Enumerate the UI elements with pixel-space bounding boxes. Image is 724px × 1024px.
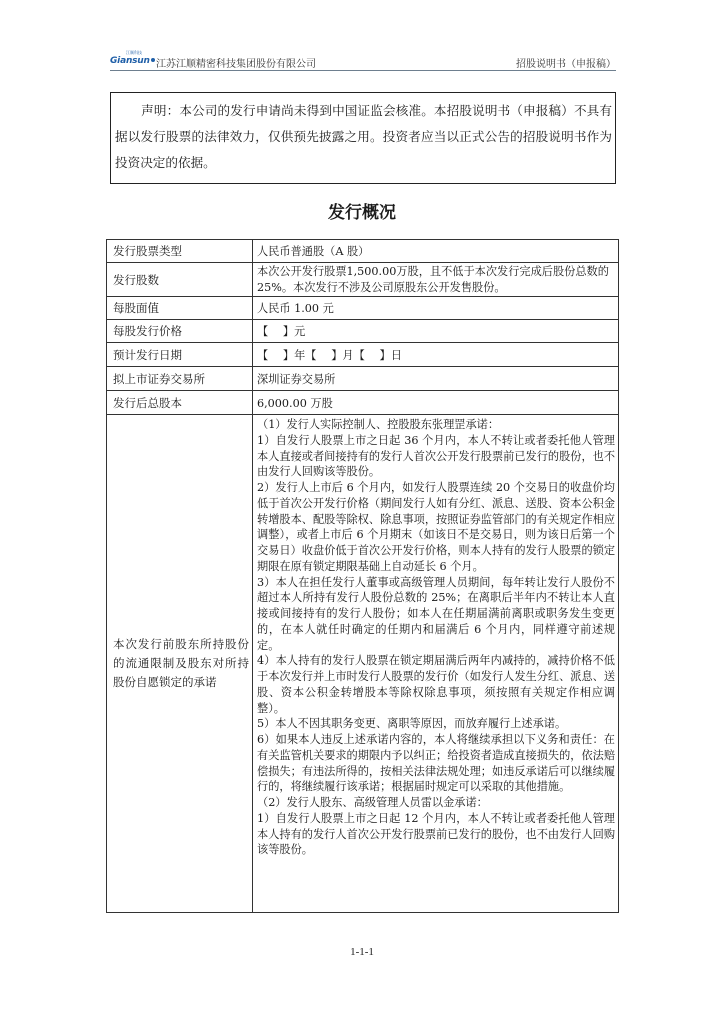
lockup-label: 本次发行前股东所持股份的流通限制及股东对所持股份自愿锁定的承诺	[107, 415, 253, 913]
commitment-paragraph: 2）发行人上市后 6 个月内，如发行人股票连续 20 个交易日的收盘价均低于首次公开发行价格（期间发行人如有分红、派息、送股、资本公积金转增股本、配股等除权、除息事项，按照证券监管部门的有关规定作相应调整），或者上市后 6 个月期末（如该日不是交易日，则为该日后第一个交易日）收盘价低于首次公开发行价格，则本人持有的发行人股票的锁定期限在原有锁定期限基础上自动延长 6 个月。	[257, 481, 616, 573]
row-value: 6,000.00 万股	[253, 391, 619, 415]
document-type: 招股说明书（申报稿）	[516, 59, 616, 70]
row-label: 预计发行日期	[107, 343, 253, 367]
commitment-paragraph: （2）发行人股东、高级管理人员雷以金承诺：	[257, 796, 488, 809]
company-name: 江苏江顺精密科技集团股份有限公司	[156, 59, 316, 70]
logo-text: Giansun	[110, 56, 150, 66]
commitment-paragraph: （1）发行人实际控制人、控股股东张理罡承诺：	[257, 418, 500, 431]
row-value: 人民币普通股（A 股）	[253, 240, 619, 263]
commitment-paragraph: 4）本人持有的发行人股票在锁定期届满后两年内减持的，减持价格不低于本次发行并上市时发行人股票的发行价（如发行人发生分红、派息、送股、资本公积金转增股本等除权除息事项，须按照有关规定作相应调整）。	[257, 654, 616, 715]
commitment-paragraph: 3）本人在担任发行人董事或高级管理人员期间，每年转让发行人股份不超过本人所持有发行人股份总数的 25%；在离职后半年内不转让本人直接或间接持有的发行人股份；如本人在任期届满前离职或职务发生变更的，在本人就任时确定的任期内和届满后 6 个月内，同样遵守前述规定。	[257, 575, 615, 652]
lockup-commitments	[253, 415, 619, 913]
company-logo	[110, 50, 155, 68]
section-title: 发行概况	[328, 203, 396, 223]
commitment-paragraph: 1）自发行人股票上市之日起 12 个月内，本人不转让或者委托他人管理本人持有的发行人首次公开发行股票前已发行的股份，也不由发行人回购该等股份。	[257, 811, 616, 857]
logo-small-text: 江顺科技	[126, 50, 142, 55]
row-value: 【 】年【 】月【 】日	[253, 343, 619, 367]
row-value: 【 】元	[253, 320, 619, 343]
table-row	[107, 320, 619, 343]
row-value: 深圳证券交易所	[253, 367, 619, 391]
table-row	[107, 343, 619, 367]
table-row	[107, 297, 619, 320]
commitment-paragraph: 1）自发行人股票上市之日起 36 个月内，本人不转让或者委托他人管理本人直接或者间接持有的发行人首次公开发行股票前已发行的股份，也不由发行人回购该等股份。	[257, 433, 616, 479]
row-label: 发行股票类型	[107, 240, 253, 263]
table-row-lockup	[107, 415, 619, 913]
disclaimer-text: 声明：本公司的发行申请尚未得到中国证监会核准。本招股说明书（申报稿）不具有据以发行股票的法律效力，仅供预先披露之用。投资者应当以正式公告的招股说明书作为投资决定的依据。	[115, 103, 612, 170]
logo-dot-icon	[151, 58, 155, 62]
row-value: 本次公开发行股票1,500.00万股，且不低于本次发行完成后股份总数的25%。本次发行不涉及公司原股东公开发售股份。	[253, 263, 619, 297]
page-number: 1-1-1	[350, 946, 374, 958]
row-label: 每股面值	[107, 297, 253, 320]
table-row	[107, 367, 619, 391]
row-label: 拟上市证券交易所	[107, 367, 253, 391]
disclaimer-box	[110, 92, 616, 184]
table-row	[107, 391, 619, 415]
page-header	[110, 52, 616, 71]
table-row	[107, 263, 619, 297]
offering-overview-table	[106, 239, 619, 913]
row-label: 每股发行价格	[107, 320, 253, 343]
row-value: 人民币 1.00 元	[253, 297, 619, 320]
commitment-paragraph: 6）如果本人违反上述承诺内容的，本人将继续承担以下义务和责任：在有关监管机关要求的期限内予以纠正；给投资者造成直接损失的，依法赔偿损失；有违法所得的，按相关法律法规处理；如违反承诺后可以继续履行的，将继续履行该承诺；根据届时规定可以采取的其他措施。	[257, 733, 616, 794]
row-label: 发行后总股本	[107, 391, 253, 415]
row-label: 发行股数	[107, 263, 253, 297]
table-row	[107, 240, 619, 263]
commitment-paragraph: 5）本人不因其职务变更、离职等原因，而放弃履行上述承诺。	[257, 717, 567, 731]
